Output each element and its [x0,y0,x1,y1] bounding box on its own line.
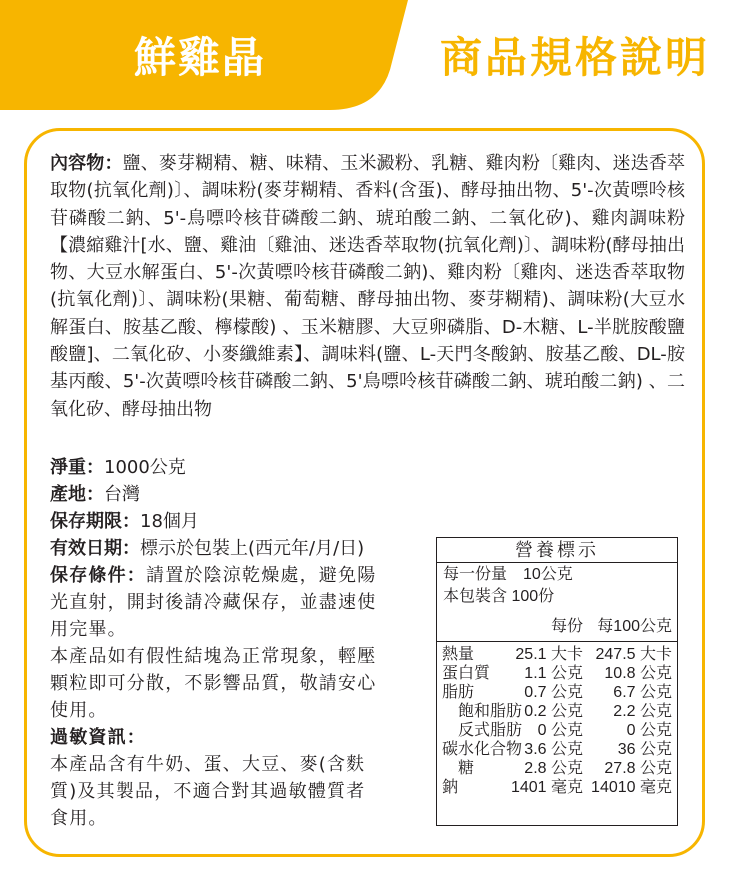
serving-size: 每一份量 10公克 [443,566,573,583]
allergen-section [50,724,365,832]
nutrition-row: 飽和脂肪 0.2 公克 2.2 公克 [442,703,672,720]
divider [437,562,677,563]
nutrition-row: 糖 2.8 公克 27.8 公克 [442,760,672,777]
page-title: 商品規格說明 [439,33,710,82]
net-weight-value: 1000公克 [104,457,186,478]
expiry-label: 有效日期： [50,538,140,559]
col-per-100g: 每100公克 [597,618,672,635]
expiry-row [50,535,364,562]
lump-line: 使用。 [50,700,108,721]
origin-value: 台灣 [104,484,140,505]
net-weight-label: 淨重： [50,457,104,478]
ingredients-label: 內容物： [50,153,123,174]
nutrition-row: 反式脂肪 0 公克 0 公克 [442,722,672,739]
servings-per-package: 本包裝含 100份 [443,588,555,605]
nutrition-row: 蛋白質 1.1 公克 10.8 公克 [442,665,672,682]
brand-name: 鮮雞晶 [133,33,266,82]
nutrition-row: 脂肪 0.7 公克 6.7 公克 [442,684,672,701]
col-per-serving: 每份 [550,618,583,635]
storage-line: 用完畢。 [50,619,127,640]
nutrition-row: 碳水化合物 3.6 公克 36 公克 [442,741,672,758]
expiry-value: 標示於包裝上(西元年/月/日) [140,538,365,559]
ingredients-text: 鹽、麥芽糊精、糖、味精、玉米澱粉、乳糖、雞肉粉〔雞肉、迷迭香萃取物(抗氧化劑)〕、調味粉(麥芽糊精、香料(含蛋)、酵母抽出物、5'-次黃嘌呤核苷磷酸二鈉、5'-鳥嘌呤核苷磷酸二鈉、琥珀酸二鈉、二氧化矽)、雞肉調味粉【濃縮雞汁[水、鹽、雞油〔雞油、迷迭香萃取物(抗氧化劑)〕、調味粉(酵母抽出物、大豆水解蛋白、5'-次黃嘌呤核苷磷酸二鈉)、雞肉粉〔雞肉、迷迭香萃取物(抗氧化劑)〕、調味粉(果糖、葡萄糖、酵母抽出物、麥芽糊精)、調味粉(大豆水解蛋白、胺基乙酸、檸檬酸) 、玉米糖膠、大豆卵磷脂、D-木糖、L-半胱胺酸鹽酸鹽]、二氧化矽、小麥纖維素】、調味料(鹽、L-天門冬酸鈉、胺基乙酸、DL-胺基丙酸、5'-次黃嘌呤核苷磷酸二鈉、5'鳥嘌呤核苷磷酸二鈉、琥珀酸二鈉) 、二氧化矽、酵母抽出物 [50,153,686,420]
nutrition-row: 熱量 25.1 大卡 247.5 大卡 [442,646,672,663]
lump-notice [50,643,376,724]
lump-line: 本產品如有假性結塊為正常現象，輕壓 [50,646,377,667]
storage-line: 保存條件：請置於陰涼乾燥處，避免陽 [50,565,377,586]
storage-section [50,562,376,643]
shelf-life-label: 保存期限： [50,511,140,532]
shelf-life-row [50,508,199,535]
allergen-label: 過敏資訊： [50,727,146,748]
origin-label: 產地： [50,484,104,505]
nutrition-row: 鈉 1401 毫克 14010 毫克 [442,779,672,796]
storage-label: 保存條件： [50,565,146,586]
lump-line: 顆粒即可分散，不影響品質，敬請安心 [50,673,377,694]
shelf-life-value: 18個月 [140,511,199,532]
allergen-line: 食用。 [50,808,108,829]
divider [437,641,677,642]
ingredients-section [50,150,685,423]
allergen-line: 質)及其製品，不適合對其過敏體質者 [50,781,366,802]
net-weight-row [50,454,186,481]
nutrition-table [436,537,678,826]
storage-line: 光直射，開封後請冷藏保存，並盡速使 [50,592,377,613]
nutrition-title: 營養標示 [515,540,599,560]
origin-row [50,481,140,508]
allergen-line: 本產品含有牛奶、蛋、大豆、麥(含麩 [50,754,366,775]
